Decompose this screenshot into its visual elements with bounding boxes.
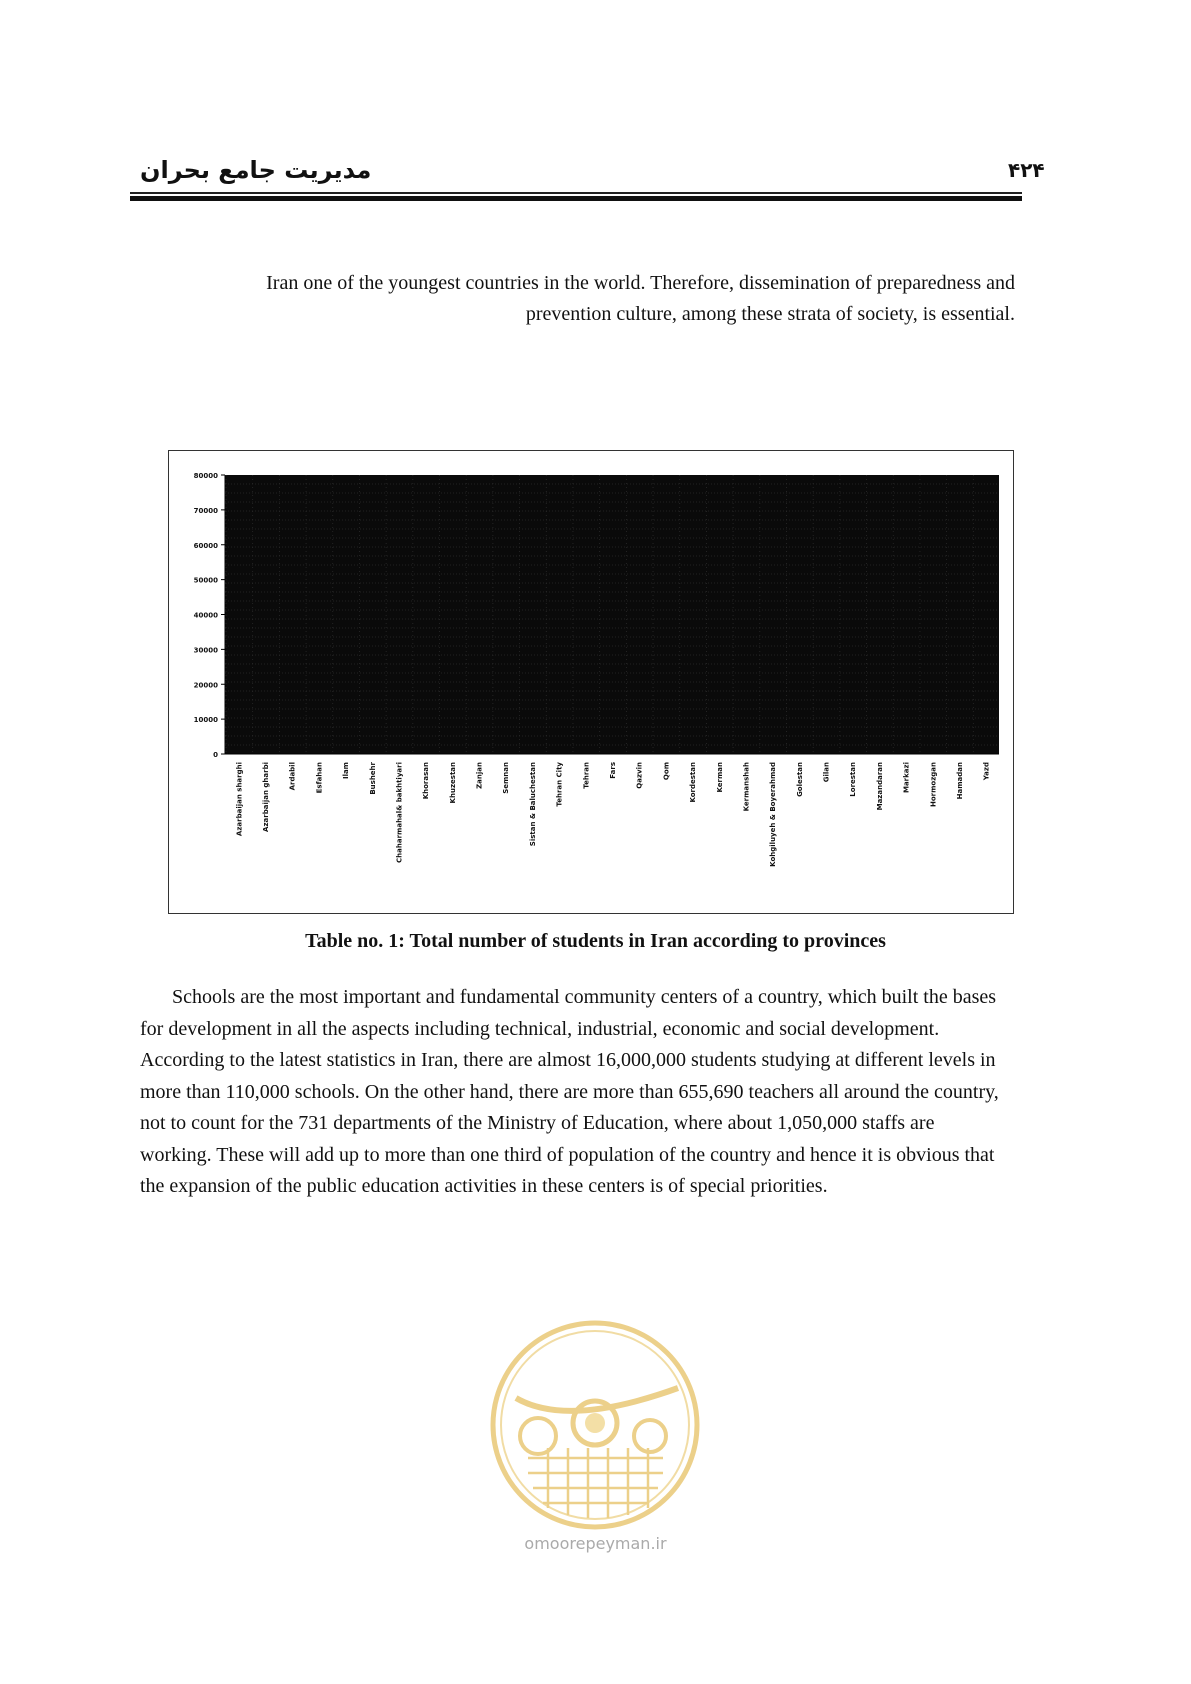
x-tick-label: Fars <box>609 762 617 779</box>
watermark-logo-icon <box>488 1318 703 1533</box>
x-tick-label: Golestan <box>795 762 804 797</box>
x-tick-label: Ilam <box>342 762 351 780</box>
x-tick-label: Tehran City <box>555 762 564 807</box>
x-tick-label: Bushehr <box>368 762 377 795</box>
y-tick-label: 50000 <box>193 576 218 585</box>
x-tick-label: Hamadan <box>955 762 964 800</box>
chart-caption: Table no. 1: Total number of students in Iran according to provinces <box>305 930 886 952</box>
y-tick-label: 20000 <box>193 681 218 690</box>
x-tick-label: Lorestan <box>849 762 858 797</box>
x-tick-label: Kerman <box>715 762 724 793</box>
header-rule-thin <box>130 192 1022 194</box>
y-tick-label: 40000 <box>193 611 218 620</box>
page-number: ۴۲۴ <box>1008 158 1045 182</box>
header-rule-thick <box>130 196 1022 201</box>
x-tick-label: Azarbaijan gharbi <box>262 762 271 832</box>
intro-line-1: Iran one of the youngest countries in the world. Therefore, dissemination of preparedness and <box>266 272 1015 294</box>
intro-line-2: prevention culture, among these strata of society, is essential. <box>525 303 1015 325</box>
chart-canvas <box>169 451 1013 913</box>
running-header-title: مدیریت جامع بحران <box>140 156 372 184</box>
plot-area <box>225 475 999 754</box>
x-tick-label: Semnan <box>502 762 511 794</box>
y-tick-label: 10000 <box>193 716 218 725</box>
x-tick-label: Chaharmahal& bakhtiyari <box>395 762 404 863</box>
x-tick-label: Qom <box>662 762 671 781</box>
x-tick-label: Hormozgan <box>929 762 938 808</box>
y-tick-label: 60000 <box>193 541 218 550</box>
watermark-site-text: omoorepeyman.ir <box>524 1534 667 1553</box>
x-tick-label: Ardabil <box>288 762 297 791</box>
x-tick-label: Qazvin <box>635 762 644 789</box>
intro-paragraph <box>185 268 1015 330</box>
x-tick-label: Sistan & Baluchestan <box>528 762 537 847</box>
y-tick-label: 80000 <box>193 472 218 480</box>
x-tick-label: Zanjan <box>475 762 484 789</box>
x-tick-label: Tehran <box>582 762 591 789</box>
body-paragraph: Schools are the most important and fundamental community centers of a country, which built the bases for development in all the aspects including technical, industrial, economic and social development. According to the latest statistics in Iran, there are almost 16,000,000 students studying at different levels in more than 110,000 schools. On the other hand, there are more than 655,690 teachers all around the country, not to count for the 731 departments of the Ministry of Education, where about 1,050,000 staffs are working. These will add up to more than one third of population of the country and hence it is obvious that the expansion of the public education activities in these centers is of special priorities. <box>140 986 999 1197</box>
x-tick-label: Kohgiluyeh & Boyerahmad <box>769 762 778 867</box>
y-tick-label: 30000 <box>193 646 218 655</box>
x-tick-label: Kermanshah <box>742 762 751 812</box>
x-tick-label: Khuzestan <box>448 762 457 804</box>
x-tick-label: Gilan <box>822 762 831 783</box>
y-tick-label: 70000 <box>193 506 218 515</box>
x-tick-label: Mazandaran <box>875 762 884 811</box>
y-tick-label: 0 <box>213 751 218 759</box>
x-tick-label: Esfahan <box>315 762 324 794</box>
x-tick-label: Azarbaijan sharghi <box>235 762 244 837</box>
province-students-chart <box>168 450 1014 914</box>
x-tick-label: Khorasan <box>422 762 431 800</box>
x-tick-label: Yazd <box>982 762 991 781</box>
x-tick-label: Markazi <box>902 762 911 793</box>
x-tick-label: Kordestan <box>689 762 698 803</box>
